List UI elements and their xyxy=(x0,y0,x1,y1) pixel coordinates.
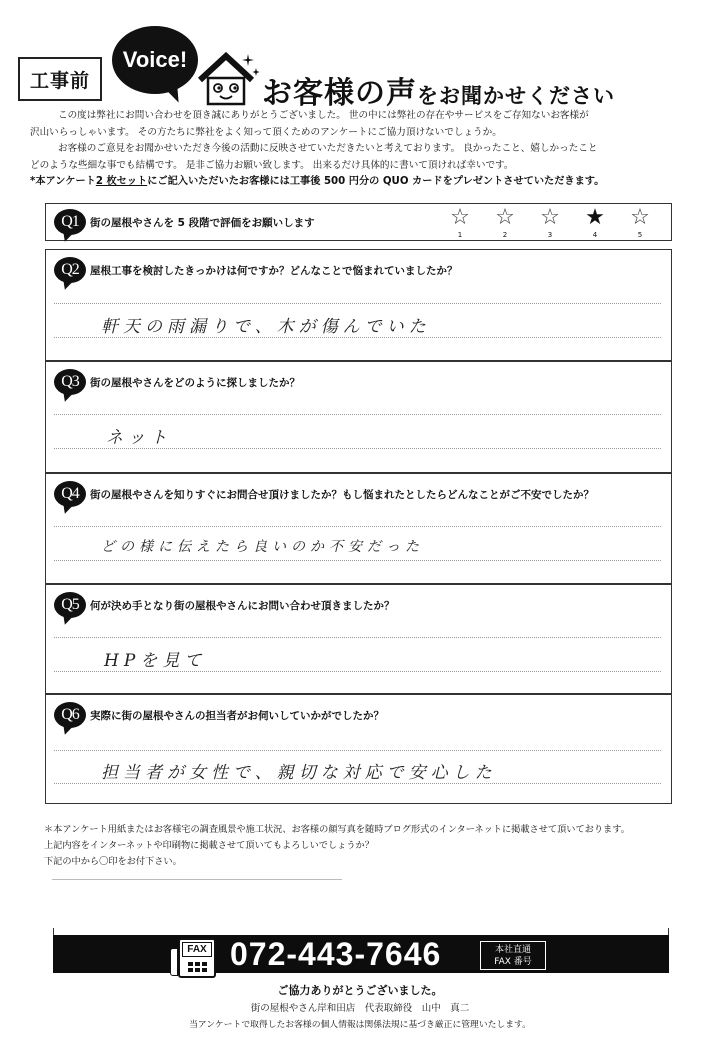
star-number: 1 xyxy=(457,231,463,239)
fax-keypad-icon xyxy=(188,962,207,972)
title-voice: 声 xyxy=(386,76,417,111)
stage-tag: 工事前 xyxy=(18,57,102,101)
smiling-house-icon xyxy=(196,50,260,106)
fax-label: FAX xyxy=(182,942,212,957)
two-sheet-set: 2 枚セット xyxy=(95,176,148,187)
answer-line xyxy=(54,526,661,527)
question-q1 xyxy=(45,203,672,241)
star-2[interactable] xyxy=(492,207,518,237)
fax-tag xyxy=(480,941,546,970)
q4-badge: Q4 xyxy=(54,481,86,507)
answer-line xyxy=(54,671,661,672)
answer-line xyxy=(54,783,661,784)
fax-tag-line1: 本社直通 xyxy=(494,945,531,955)
question-q3 xyxy=(45,361,672,473)
q4-answer[interactable]: どの様に伝えたら良いのか不安だった xyxy=(101,539,424,555)
star-5[interactable] xyxy=(627,207,653,237)
q1-text: 街の屋根やさんを 5 段階で評価をお願いします xyxy=(90,216,315,229)
star-filled-icon: ★ xyxy=(585,205,605,230)
title-sub: をお聞かせください xyxy=(417,84,615,108)
title-main: お客様の xyxy=(262,76,386,111)
publication-notice xyxy=(44,822,630,870)
star-number: 5 xyxy=(637,231,643,239)
thanks-message: ご協力ありがとうございました。 xyxy=(277,984,443,997)
star-number: 4 xyxy=(592,231,598,239)
q6-text: 実際に街の屋根やさんの担当者がお伺いしていかがでしたか？ xyxy=(90,709,384,722)
answer-line xyxy=(54,560,661,561)
voice-bubble-icon: Voice! xyxy=(112,26,198,94)
star-1[interactable] xyxy=(447,207,473,237)
divider xyxy=(52,879,342,880)
answer-line xyxy=(54,637,661,638)
q1-badge: Q1 xyxy=(54,209,86,235)
answer-line xyxy=(54,414,661,415)
answer-line xyxy=(54,303,661,304)
fax-machine-icon xyxy=(178,938,216,978)
star-outline-icon: ☆ xyxy=(450,205,470,230)
q2-answer[interactable]: 軒天の雨漏りで、木が傷んでいた xyxy=(101,317,431,337)
intro-line: 沢山いらっしゃいます。 その方たちに弊社をよく知って頂くためのアンケートにご協力頂けないでしょうか。 xyxy=(30,126,502,138)
star-4-selected[interactable] xyxy=(582,207,608,237)
star-outline-icon: ☆ xyxy=(495,205,515,230)
fax-tag-line2: FAX 番号 xyxy=(494,957,532,967)
quo-suffix: にご記入いただいたお客様には工事後 500 円分の QUO カードをプレゼントさせていただきます。 xyxy=(147,176,605,187)
intro-line: どのような些細な事でも結構です。 是非ご協力お願い致します。 出来るだけ具体的に書いて頂ければ幸いです。 xyxy=(30,159,514,171)
answer-line xyxy=(54,750,661,751)
notice-line: 下記の中から〇印をお付下さい。 xyxy=(44,856,182,867)
star-number: 3 xyxy=(547,231,553,239)
question-q4 xyxy=(45,473,672,584)
answer-line xyxy=(54,448,661,449)
notice-line: 上記内容をインターネットや印刷物に掲載させて頂いてもよろしいでしょうか？ xyxy=(44,840,374,851)
question-q6 xyxy=(45,694,672,804)
q3-badge: Q3 xyxy=(54,369,86,395)
fax-number[interactable]: 072-443-7646 xyxy=(230,936,442,972)
star-outline-icon: ☆ xyxy=(540,205,560,230)
quo-prefix: *本アンケート xyxy=(30,176,96,187)
privacy-notice: 当アンケートで取得したお客様の個人情報は関係法規に基づき厳正に管理いたします。 xyxy=(189,1020,531,1030)
intro-line: お客様のご意見をお聞かせいただき今後の活動に反映させていただきたいと考えております。 良かったこと、嬉しかったこと xyxy=(58,143,598,154)
q5-text: 何が決め手となり街の屋根やさんにお問い合わせ頂きましたか？ xyxy=(90,599,395,612)
fax-handset-icon xyxy=(170,948,178,976)
q4-text: 街の屋根やさんを知りすぐにお問合せ頂けましたか？もし悩まれたとしたらどんなことがご不安でしたか？ xyxy=(90,488,594,501)
answer-line xyxy=(54,337,661,338)
notice-line: ＊本アンケート用紙またはお客様宅の調査風景や施工状況、お客様の顔写真を随時ブログ形式のインターネットに掲載させて頂いております。 xyxy=(44,824,630,835)
q3-text: 街の屋根やさんをどのように探しましたか？ xyxy=(90,376,300,389)
star-3[interactable] xyxy=(537,207,563,237)
question-q5 xyxy=(45,584,672,694)
q6-badge: Q6 xyxy=(54,702,86,728)
intro-line: この度は弊社にお問い合わせを頂き誠にありがとうございました。 世の中には弊社の存在やサービスをご存知ないお客様が xyxy=(58,110,589,121)
q2-text: 屋根工事を検討したきっかけは何ですか？どんなことで悩まれていましたか？ xyxy=(90,264,458,277)
q5-badge: Q5 xyxy=(54,592,86,618)
page-title xyxy=(262,68,615,112)
q3-answer[interactable]: ネット xyxy=(106,428,172,448)
star-outline-icon: ☆ xyxy=(630,205,650,230)
quo-card-notice xyxy=(30,174,695,191)
intro-text xyxy=(30,108,695,191)
q2-badge: Q2 xyxy=(54,257,86,283)
star-number: 2 xyxy=(502,231,508,239)
company-signature: 街の屋根やさん岸和田店 代表取締役 山中 真二 xyxy=(250,1003,470,1014)
rating-stars[interactable] xyxy=(447,207,653,237)
q6-answer[interactable]: 担当者が女性で、親切な対応で安心した xyxy=(101,763,497,783)
q5-answer[interactable]: HPを見て xyxy=(104,651,207,671)
question-q2 xyxy=(45,249,672,361)
